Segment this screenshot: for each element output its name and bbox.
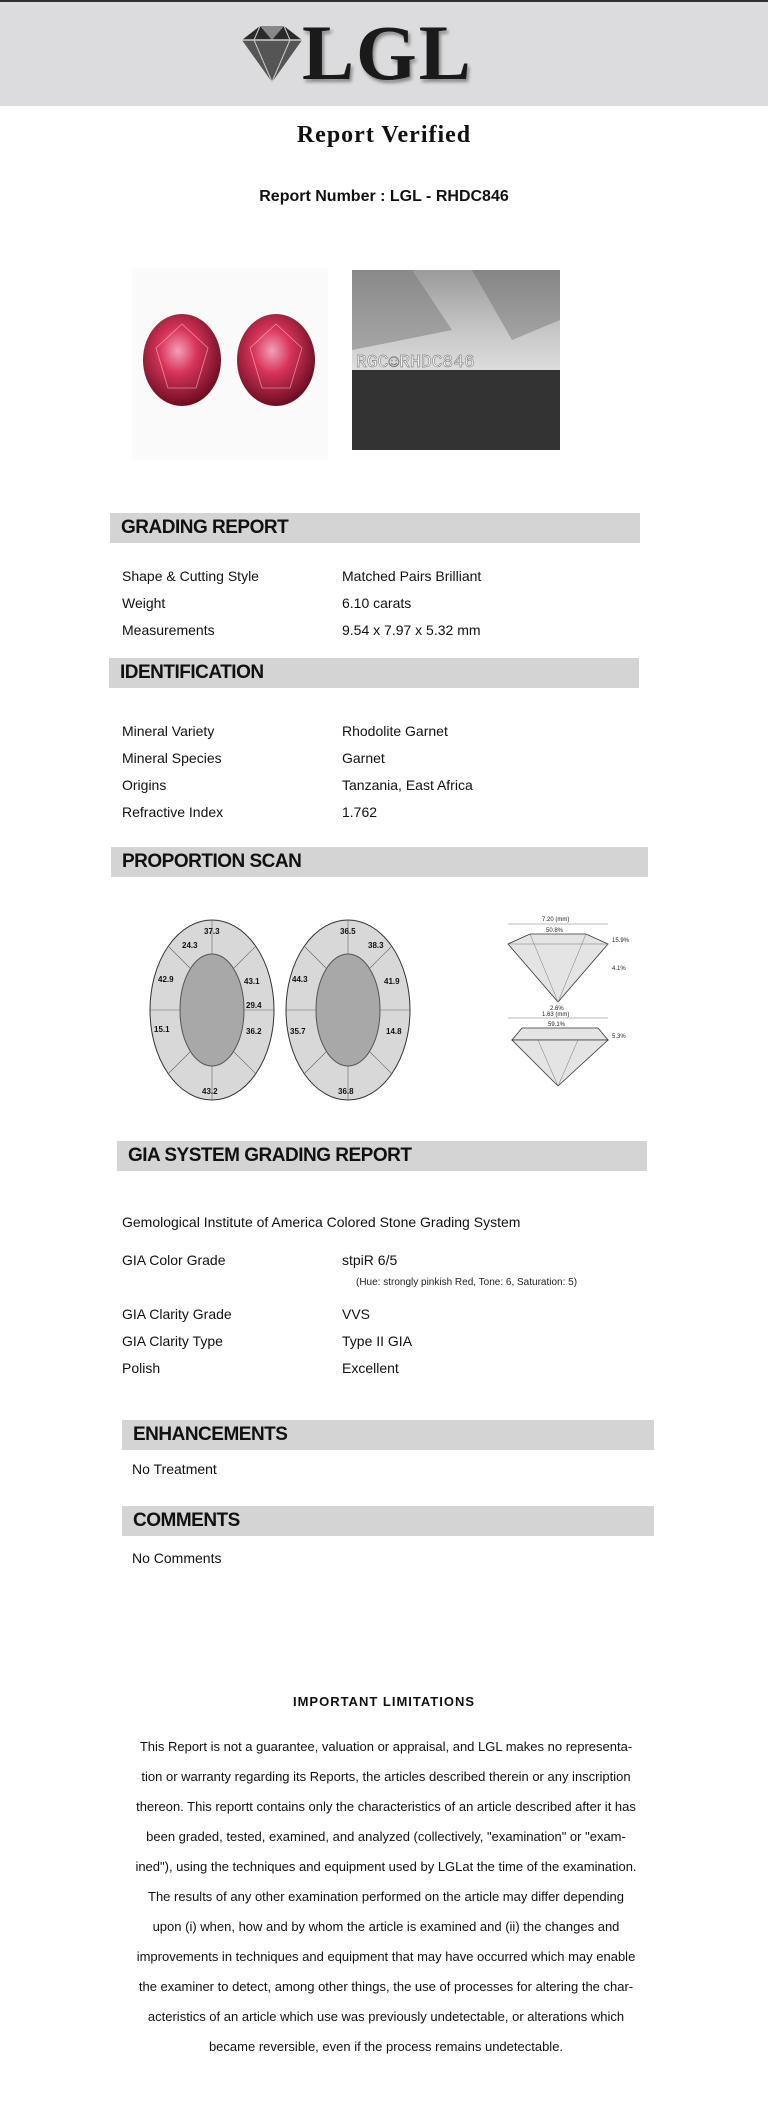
limitations-line: The results of any other examination performed on the article may differ depending <box>148 1889 624 1904</box>
enhancements-text: No Treatment <box>132 1461 217 1477</box>
limitations-line: been graded, tested, examined, and analyzed (collectively, "examination" or "exam- <box>146 1829 626 1844</box>
limitations-line: upon (i) when, how and by whom the article is examined and (ii) the changes and <box>152 1919 620 1934</box>
profile-label: 1.63 (mm) <box>542 1012 570 1018</box>
oval-label: 36.2 <box>246 1027 262 1036</box>
limitations-line: thereon. This reportt contains only the characteristics of an article described after it has <box>136 1799 636 1814</box>
oval-label: 44.3 <box>292 975 308 984</box>
limitations-line: tion or warranty regarding its Reports, the articles described therein or any inscription <box>141 1769 631 1784</box>
profile-label: 7.20 (mm) <box>542 917 570 923</box>
oval-label: 24.3 <box>182 941 198 950</box>
enhancements-heading: ENHANCEMENTS <box>122 1420 654 1450</box>
profile-label: 59.1% <box>548 1022 566 1028</box>
oval-label: 41.9 <box>384 977 400 986</box>
gia-color-grade-label: GIA Color Grade <box>122 1252 226 1268</box>
limitations-line: This Report is not a guarantee, valuation or appraisal, and LGL makes no representa- <box>139 1739 633 1754</box>
profile-label: 50.8% <box>546 928 564 934</box>
page-title: Report Verified <box>296 122 472 148</box>
oval-label: 35.7 <box>290 1027 306 1036</box>
mineral-variety-value: Rhodolite Garnet <box>342 723 448 739</box>
comments-text: No Comments <box>132 1550 222 1566</box>
limitations-heading: IMPORTANT LIMITATIONS <box>292 1694 476 1709</box>
refractive-index-value: 1.762 <box>342 804 378 820</box>
profile-label: 15.9% <box>612 938 630 944</box>
mineral-species-label: Mineral Species <box>122 750 222 766</box>
limitations-line: ined"), using the techniques and equipment used by LGLat the time of the examination. <box>135 1859 637 1874</box>
mineral-species-value: Garnet <box>342 750 385 766</box>
proportion-profile-diagram <box>478 910 648 1110</box>
limitations-line: the examiner to detect, among other things, the use of processes for altering the char- <box>138 1979 634 1994</box>
header-banner <box>0 0 768 106</box>
weight-label: Weight <box>122 595 166 611</box>
oval-label: 14.8 <box>386 1027 402 1036</box>
shape-value: Matched Pairs Brilliant <box>342 568 482 584</box>
origins-label: Origins <box>122 777 167 793</box>
refractive-index-label: Refractive Index <box>122 804 224 820</box>
limitations-line: acteristics of an article which use was previously undetectable, or alterations which <box>147 2009 625 2024</box>
gia-intro: Gemological Institute of America Colored Stone Grading System <box>122 1214 521 1230</box>
oval-label: 42.9 <box>158 975 174 984</box>
weight-value: 6.10 carats <box>342 595 412 611</box>
oval-label: 37.3 <box>204 927 220 936</box>
measurements-value: 9.54 x 7.97 x 5.32 mm <box>342 622 481 638</box>
oval-label: 38.3 <box>368 941 384 950</box>
oval-label: 43.1 <box>244 977 260 986</box>
shape-label: Shape & Cutting Style <box>122 568 259 584</box>
gia-color-grade-value: stpiR 6/5 <box>342 1252 398 1268</box>
lgl-logo[interactable] <box>232 9 492 96</box>
gem-pair-photo <box>132 268 328 460</box>
polish-value: Excellent <box>342 1360 399 1376</box>
profile-label: 5.3% <box>612 1034 626 1040</box>
gia-clarity-type-label: GIA Clarity Type <box>122 1333 223 1349</box>
limitations-line: improvements in techniques and equipment that may have occurred which may enable <box>136 1949 636 1964</box>
limitations-text <box>118 1732 654 2062</box>
oval-label: 29.4 <box>246 1001 262 1010</box>
gia-color-note: (Hue: strongly pinkish Red, Tone: 6, Saturation: 5) <box>356 1277 578 1288</box>
gia-clarity-grade-value: VVS <box>342 1306 371 1322</box>
oval-label: 15.1 <box>154 1025 170 1034</box>
oval-label: 43.2 <box>202 1087 218 1096</box>
gia-clarity-grade-label: GIA Clarity Grade <box>122 1306 232 1322</box>
logo-text: LGL <box>302 9 473 96</box>
oval-label: 36.5 <box>340 927 356 936</box>
gia-clarity-type-value: Type II GIA <box>342 1333 413 1349</box>
identification-heading: IDENTIFICATION <box>109 658 639 688</box>
profile-label: 2.6% <box>550 1006 564 1012</box>
grading-report-heading: GRADING REPORT <box>110 513 640 543</box>
diamond-logo-icon <box>232 20 312 90</box>
gia-system-heading: GIA SYSTEM GRADING REPORT <box>117 1141 647 1171</box>
report-number: Report Number : LGL - RHDC846 <box>259 188 509 205</box>
polish-label: Polish <box>122 1360 161 1376</box>
mineral-variety-label: Mineral Variety <box>122 723 215 739</box>
proportion-scan-heading: PROPORTION SCAN <box>111 847 648 877</box>
proportion-oval-diagram <box>146 912 418 1108</box>
laser-inscription-photo <box>352 270 560 450</box>
profile-label: 4.1% <box>612 966 626 972</box>
limitations-line: became reversible, even if the process remains undetectable. <box>208 2039 564 2054</box>
comments-heading: COMMENTS <box>122 1506 654 1536</box>
inscription-text: RGC☺RHDC846 <box>356 353 475 373</box>
measurements-label: Measurements <box>122 622 215 638</box>
origins-value: Tanzania, East Africa <box>342 777 473 793</box>
oval-label: 36.8 <box>338 1087 354 1096</box>
